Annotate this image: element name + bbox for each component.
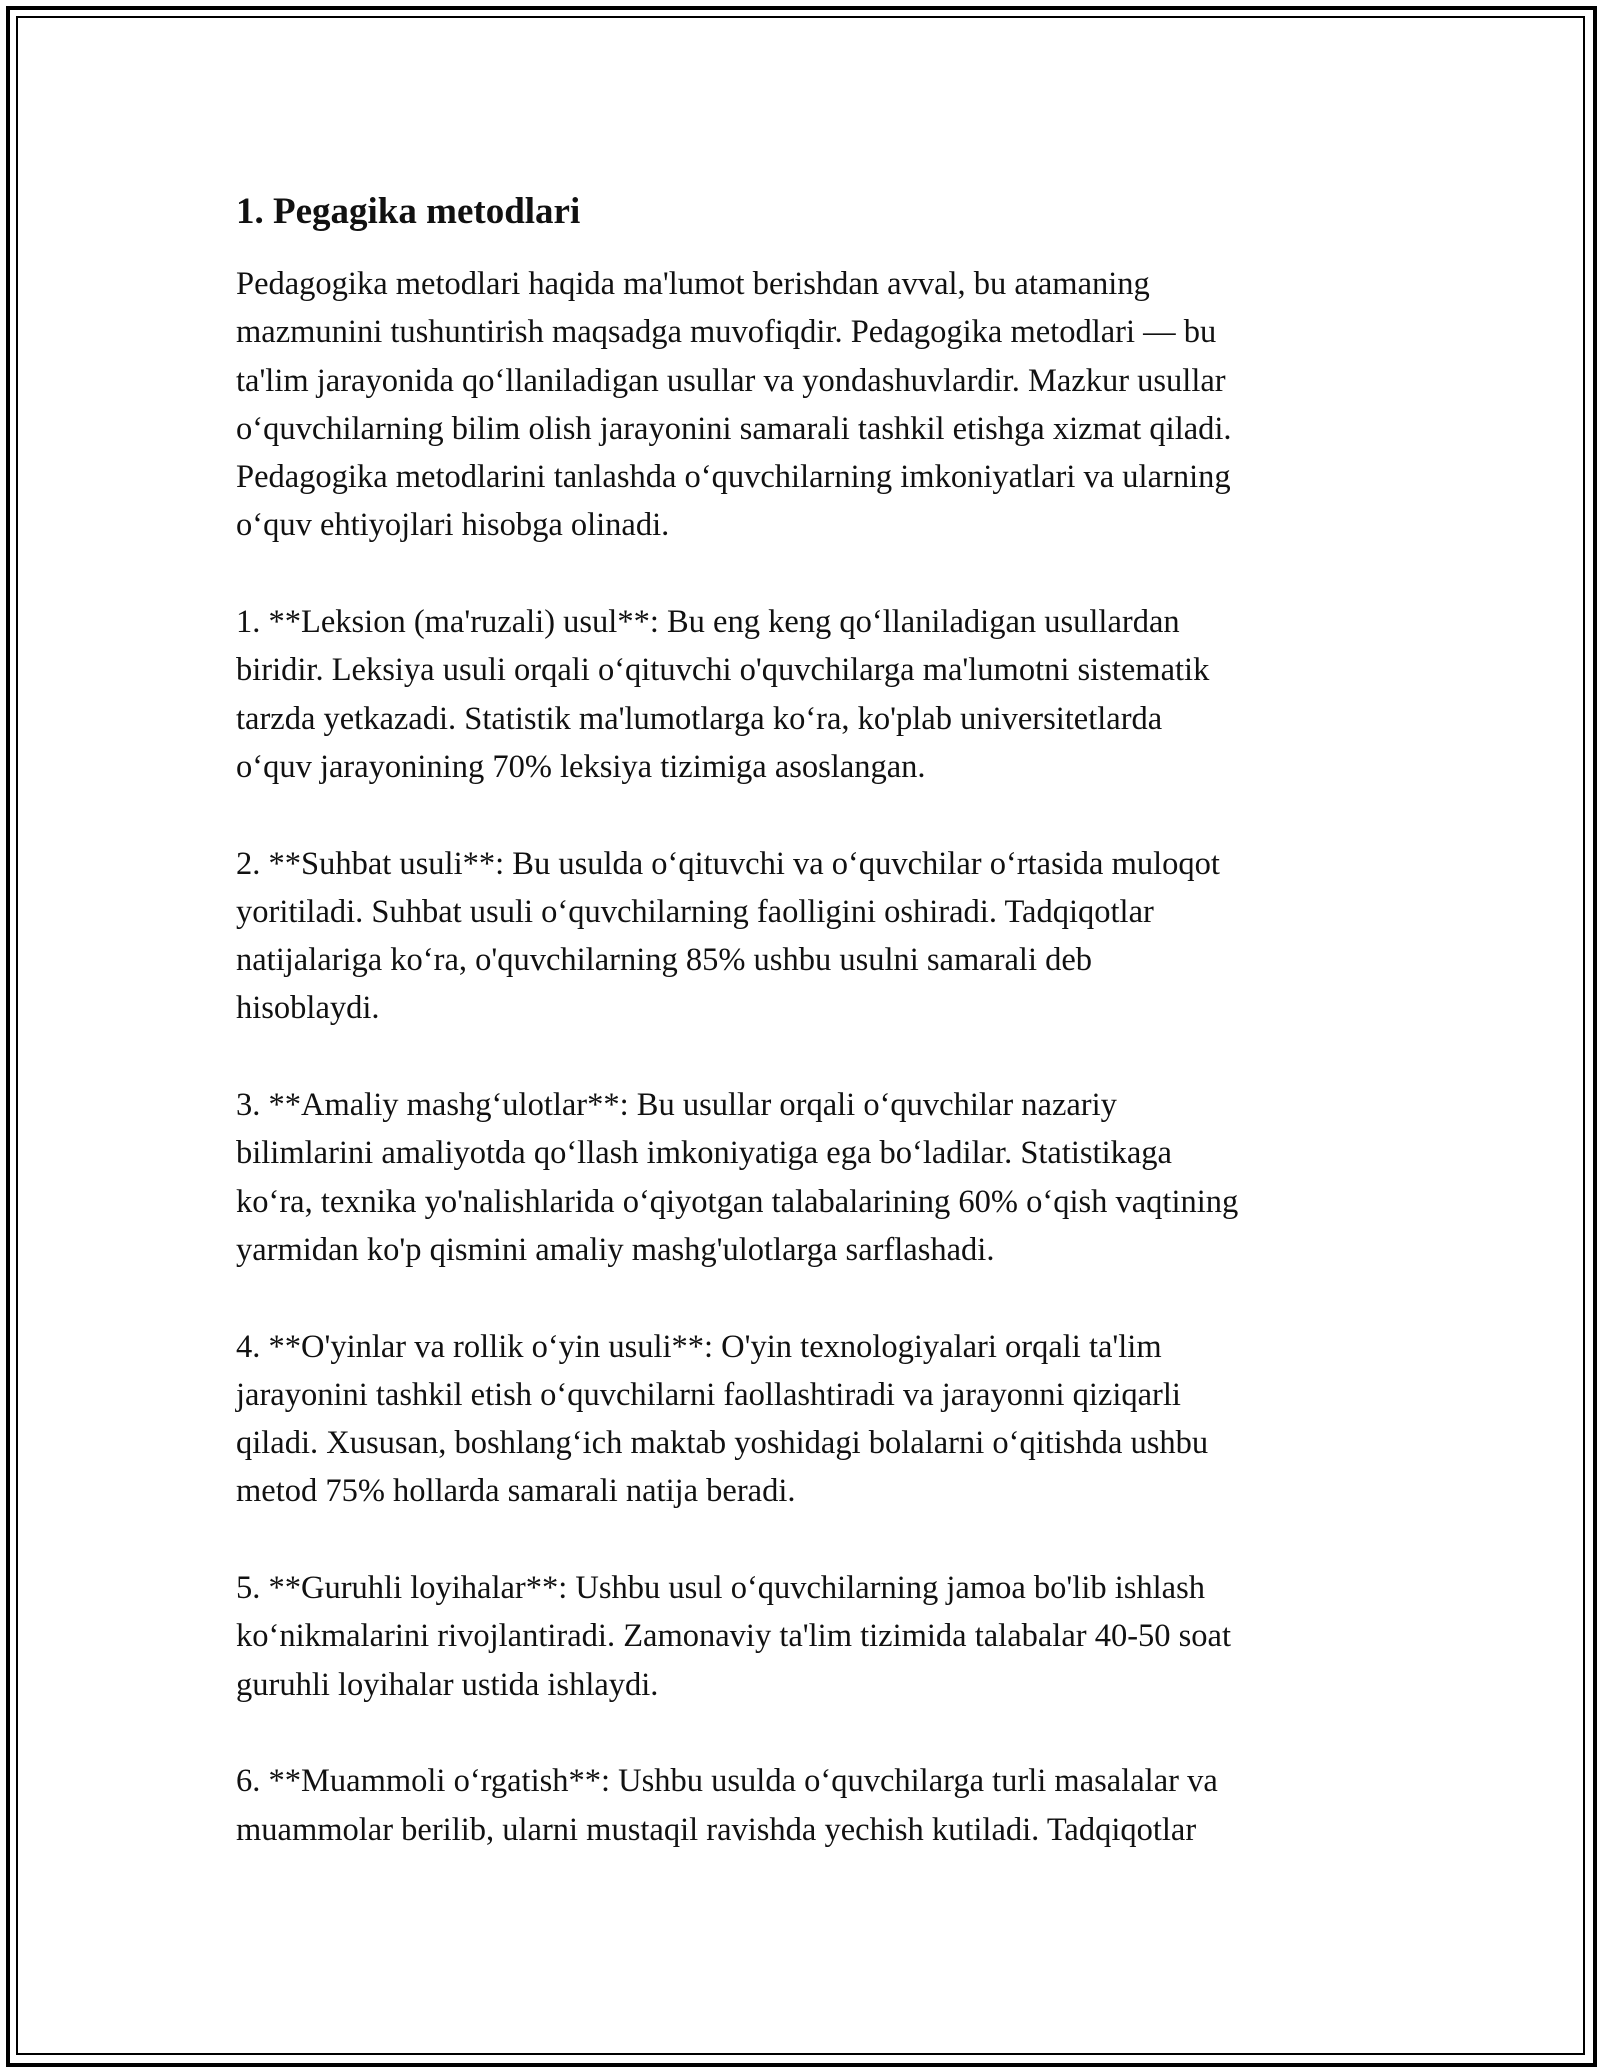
method-4-paragraph: 4. **O'yinlar va rollik o‘yin usuli**: O'yin texnologiyalari orqali ta'lim jarayonini tashkil etish o‘quvchilarni faollashtiradi va jarayonni qiziqarli qiladi. Xususan, boshlang‘ich maktab yoshidagi bolalarni o‘qitishda ushbu metod 75% hollarda samarali natija beradi. <box>236 1328 1209 1510</box>
method-1-paragraph: 1. **Leksion (ma'ruzali) usul**: Bu eng keng qo‘llaniladigan usullardan biridir. Leksiya usuli orqali o‘qituvchi o'quvchilarga ma'lumotni sistematik tarzda yetkazadi. Statistik ma'lumotlarga ko‘ra, ko'plab universitetlarda o‘quv jarayonining 70% leksiya tizimiga asoslangan. <box>236 604 1210 785</box>
method-6-paragraph: 6. **Muammoli o‘rgatish**: Ushbu usulda o‘quvchilarga turli masalalar va muammolar berilib, ularni mustaqil ravishda yechish kutiladi. Tadqiqotlar <box>236 1763 1218 1848</box>
document-body <box>236 188 1376 1902</box>
method-2-paragraph: 2. **Suhbat usuli**: Bu usulda o‘qituvchi va o‘quvchilar o‘rtasida muloqot yoritiladi. Suhbat usuli o‘quvchilarning faolligini oshiradi. Tadqiqotlar natijalariga ko‘ra, o'quvchilarning 85% ushbu usulni samarali deb hisoblaydi. <box>236 845 1220 1027</box>
intro-paragraph: Pedagogika metodlari haqida ma'lumot berishdan avval, bu atamaning mazmunini tushuntirish maqsadga muvofiqdir. Pedagogika metodlari — bu ta'lim jarayonida qo‘llaniladigan usullar va yondashuvlardir. Mazkur usullar o‘quvchilarning bilim olish jarayonini samarali tashkil etishga xizmat qiladi. Pedagogika metodlarini tanlashda o‘quvchilarning imkoniyatlari va ularning o‘quv ehtiyojlari hisobga olinadi. <box>236 266 1232 544</box>
method-5-paragraph: 5. **Guruhli loyihalar**: Ushbu usul o‘quvchilarning jamoa bo'lib ishlash ko‘nikmalarini rivojlantiradi. Zamonaviy ta'lim tizimida talabalar 40-50 soat guruhli loyihalar ustida ishlaydi. <box>236 1570 1232 1703</box>
method-3-paragraph: 3. **Amaliy mashg‘ulotlar**: Bu usullar orqali o‘quvchilar nazariy bilimlarini amaliyotda qo‘llash imkoniyatiga ega bo‘ladilar. Statistikaga ko‘ra, texnika yo'nalishlarida o‘qiyotgan talabalarining 60% o‘qish vaqtining yarmidan ko'p qismini amaliy mashg'ulotlarga sarflashadi. <box>236 1087 1239 1268</box>
section-heading: 1. Pegagika metodlari <box>236 191 581 232</box>
